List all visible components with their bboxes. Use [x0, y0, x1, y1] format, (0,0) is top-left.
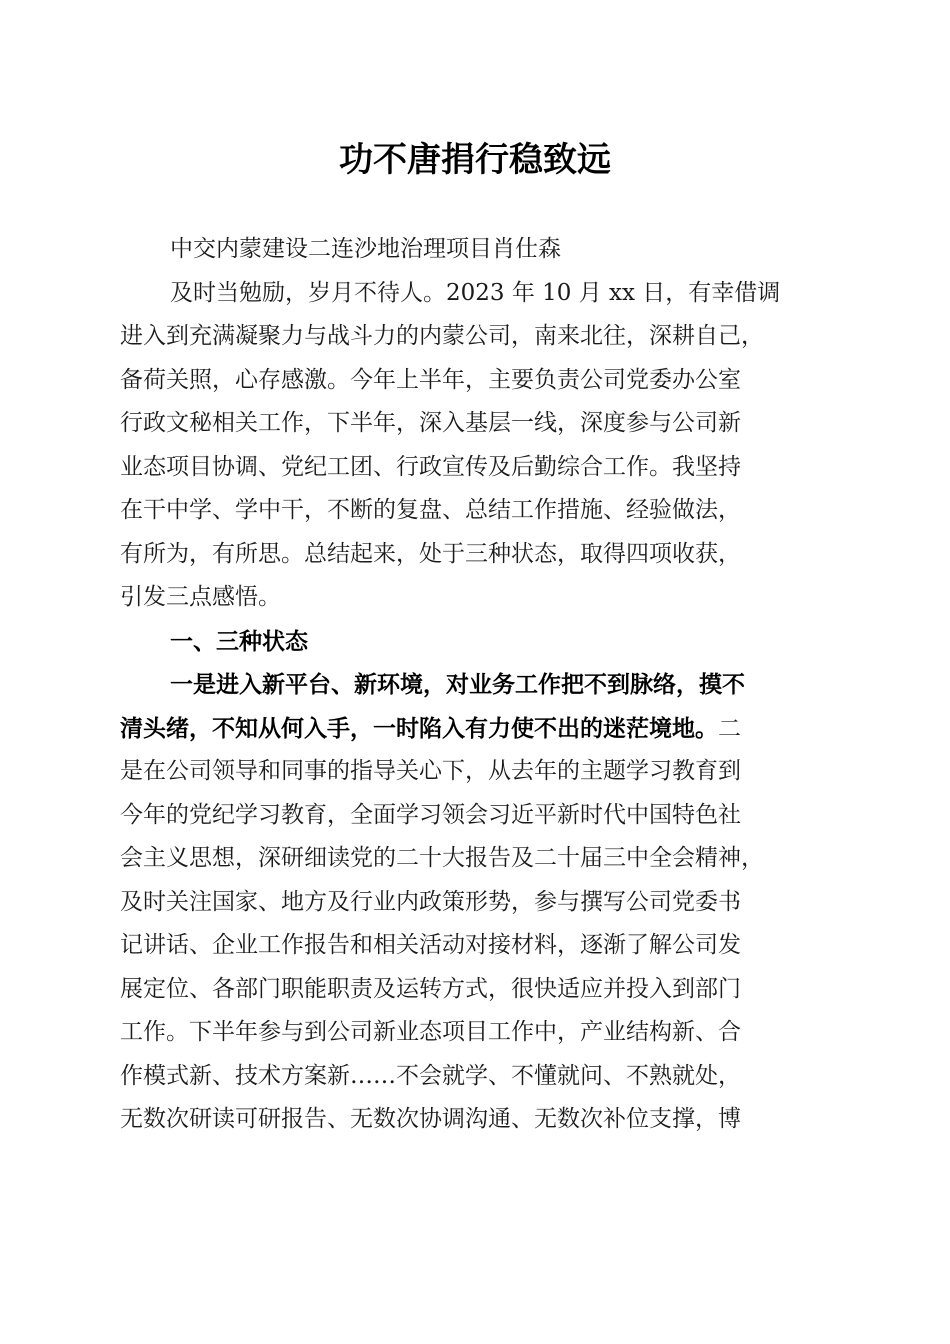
intro-line: 行政文秘相关工作，下半年，深入基层一线，深度参与公司新 [120, 410, 741, 436]
section-line: 及时关注国家、地方及行业内政策形势，参与撰写公司党委书 [120, 888, 741, 915]
section-line: 无数次研读可研报告、无数次协调沟通、无数次补位支撑，博 [120, 1106, 741, 1132]
intro-line: 及时当勉励，岁月不待人。2023 年 10 月 xx 日，有幸借调 [170, 279, 781, 306]
intro-line: 在干中学、学中干，不断的复盘、总结工作措施、经验做法， [120, 497, 741, 523]
intro-line: 备荷关照，心存感激。今年上半年，主要负责公司党委办公室 [120, 366, 741, 393]
section-line: 是在公司领导和同事的指导关心下，从去年的主题学习教育到 [120, 758, 741, 784]
section-bold-line: 一是进入新平台、新环境，对业务工作把不到脉络，摸不 [170, 671, 745, 698]
section-mixed-line [120, 707, 832, 751]
author-line: 中交内蒙建设二连沙地治理项目肖仕森 [170, 236, 561, 262]
section-heading: 一、三种状态 [170, 627, 308, 655]
section-line: 记讲话、企业工作报告和相关活动对接材料，逐渐了解公司发 [120, 932, 741, 958]
document-title: 功不唐捐行稳致远 [339, 140, 611, 180]
intro-line: 业态项目协调、党纪工团、行政宣传及后勤综合工作。我坚持 [120, 453, 741, 480]
intro-line: 进入到充满凝聚力与战斗力的内蒙公司，南来北往，深耕自己， [120, 323, 764, 349]
section-line: 会主义思想，深研细读党的二十大报告及二十届三中全会精神， [120, 845, 764, 871]
section-line: 作模式新、技术方案新……不会就学、不懂就问、不熟就处， [120, 1062, 741, 1089]
intro-line: 引发三点感悟。 [120, 584, 281, 610]
intro-line: 有所为，有所思。总结起来，处于三种状态，取得四项收获， [120, 540, 741, 567]
document-body [120, 228, 832, 1142]
section-regular-text: 二 [718, 715, 741, 742]
section-line: 工作。下半年参与到公司新业态项目工作中，产业结构新、合 [120, 1019, 741, 1045]
section-line: 今年的党纪学习教育，全面学习领会习近平新时代中国特色社 [120, 801, 741, 828]
section-line: 展定位、各部门职能职责及运转方式，很快适应并投入到部门 [120, 975, 741, 1002]
section-bold-text: 清头绪，不知从何入手，一时陷入有力使不出的迷茫境地。 [120, 714, 718, 742]
